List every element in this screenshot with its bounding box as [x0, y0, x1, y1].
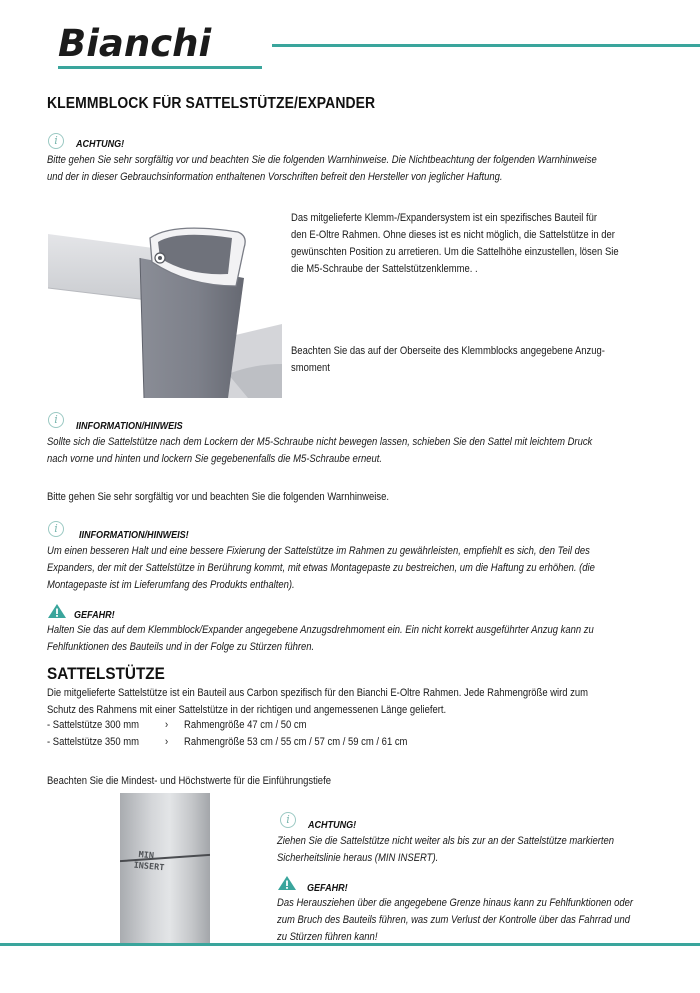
info-icon: i — [48, 412, 64, 428]
size-frames-2: Rahmengröße 53 cm / 55 cm / 57 cm / 59 cm / 61 cm — [184, 736, 408, 748]
description-line-1: Das mitgelieferte Klemm-/Expandersystem ist ein spezifisches Bauteil für — [291, 212, 597, 224]
info-text-line-1: Sollte sich die Sattelstütze nach dem Lockern der M5-Schraube nicht bewegen lassen, schieben Sie den Sattel mit leichtem Druck — [47, 436, 593, 448]
danger-text-line-2: Fehlfunktionen des Bauteils und in der Folge zu Stürzen führen. — [47, 641, 315, 653]
marking-min: MIN — [138, 850, 155, 862]
logo-underline — [58, 66, 262, 69]
warning-triangle-icon — [277, 875, 297, 891]
header-rule — [272, 44, 700, 47]
danger-text-line-1: Halten Sie das auf dem Klemmblock/Expander angegebene Anzugsdrehmoment ein. Ein nicht korrekt ausgeführter Anzug kann zu — [47, 624, 594, 636]
size-frames-1: Rahmengröße 47 cm / 50 cm — [184, 719, 307, 731]
info-text-line-2: Expanders, der mit der Sattelstütze in Berührung kommt, mit etwas Montagepaste zu bestreichen, um die Haftung zu erhöhen. (die — [47, 562, 595, 574]
frame-illustration — [48, 214, 282, 398]
size-arrow-1: › — [165, 719, 169, 731]
warning-text-line-1: Ziehen Sie die Sattelstütze nicht weiter als bis zur an der Sattelstütze markierten — [277, 835, 615, 847]
description-line-2: den E-Oltre Rahmen. Ohne dieses ist es nicht möglich, die Sattelstütze in der — [291, 229, 615, 241]
torque-note-line-1: Beachten Sie das auf der Oberseite des Klemmblocks angegebene Anzug- — [291, 345, 605, 357]
size-post-2: - Sattelstütze 350 mm — [47, 736, 140, 748]
careful-note: Bitte gehen Sie sehr sorgfältig vor und beachten Sie die folgenden Warnhinweise. — [47, 491, 390, 503]
warning-label: ACHTUNG! — [76, 138, 125, 150]
size-arrow-2: › — [165, 736, 169, 748]
info-icon: i — [48, 133, 64, 149]
insertion-note: Beachten Sie die Mindest- und Höchstwerte für die Einführungstiefe — [47, 775, 331, 787]
info-label: IINFORMATION/HINWEIS! — [79, 529, 189, 541]
danger-text-line-3: zu Stürzen führen kann! — [277, 931, 378, 943]
description-line-4: die M5-Schraube der Sattelstützenklemme. . — [291, 263, 478, 275]
warning-label: ACHTUNG! — [308, 819, 357, 831]
info-text-line-1: Um einen besseren Halt und eine bessere Fixierung der Sattelstütze im Rahmen zu gewährleisten, empfiehlt es sich, den Teil des — [47, 545, 590, 557]
description-line-3: gewünschten Position zu arretieren. Um die Sattelhöhe einzustellen, lösen Sie — [291, 246, 619, 258]
info-icon: i — [280, 812, 296, 828]
intro-line-2: Schutz des Rahmens mit einer Sattelstütze in der richtigen und angemessenen Länge geliefert. — [47, 704, 447, 716]
danger-text-line-2: zum Bruch des Bauteils führen, was zum Verlust der Kontrolle über das Fahrrad und — [277, 914, 631, 926]
info-icon: i — [48, 521, 64, 537]
min-insert-marking — [133, 850, 166, 875]
warning-text-line-1: Bitte gehen Sie sehr sorgfältig vor und beachten Sie die folgenden Warnhinweise. Die Nichtbeachtung der folgenden Warnhinweise — [47, 154, 597, 166]
footer-rule — [0, 943, 700, 946]
info-label: IINFORMATION/HINWEIS — [76, 420, 183, 432]
intro-line-1: Die mitgelieferte Sattelstütze ist ein Bauteil aus Carbon spezifisch für den Bianchi E-Oltre Rahmen. Jede Rahmengröße wird zum — [47, 687, 589, 699]
section-title-clamp-block: KLEMMBLOCK FÜR SATTELSTÜTZE/EXPANDER — [47, 95, 376, 112]
info-text-line-3: Montagepaste ist im Lieferumfang des Produkts enthalten). — [47, 579, 295, 591]
danger-label: GEFAHR! — [74, 609, 115, 621]
warning-text-line-2: und der in dieser Gebrauchsinformation enthaltenen Vorschriften befreit den Hersteller von jeglicher Haftung. — [47, 171, 503, 183]
clamp-block-image — [48, 214, 282, 398]
section-title-seatpost: SATTELSTÜTZE — [47, 664, 165, 683]
torque-note-line-2: smoment — [291, 362, 330, 374]
bianchi-logo: Bianchi — [58, 22, 212, 65]
warning-triangle-icon — [47, 603, 67, 619]
danger-label: GEFAHR! — [307, 882, 348, 894]
size-post-1: - Sattelstütze 300 mm — [47, 719, 140, 731]
warning-text-line-2: Sicherheitslinie heraus (MIN INSERT). — [277, 852, 439, 864]
danger-text-line-1: Das Herausziehen über die angegebene Grenze hinaus kann zu Fehlfunktionen oder — [277, 897, 634, 909]
marking-insert: INSERT — [133, 860, 165, 874]
info-text-line-2: nach vorne und hinten und lockern Sie gegebenenfalls die M5-Schraube erneut. — [47, 453, 383, 465]
seatpost-image — [120, 793, 210, 945]
